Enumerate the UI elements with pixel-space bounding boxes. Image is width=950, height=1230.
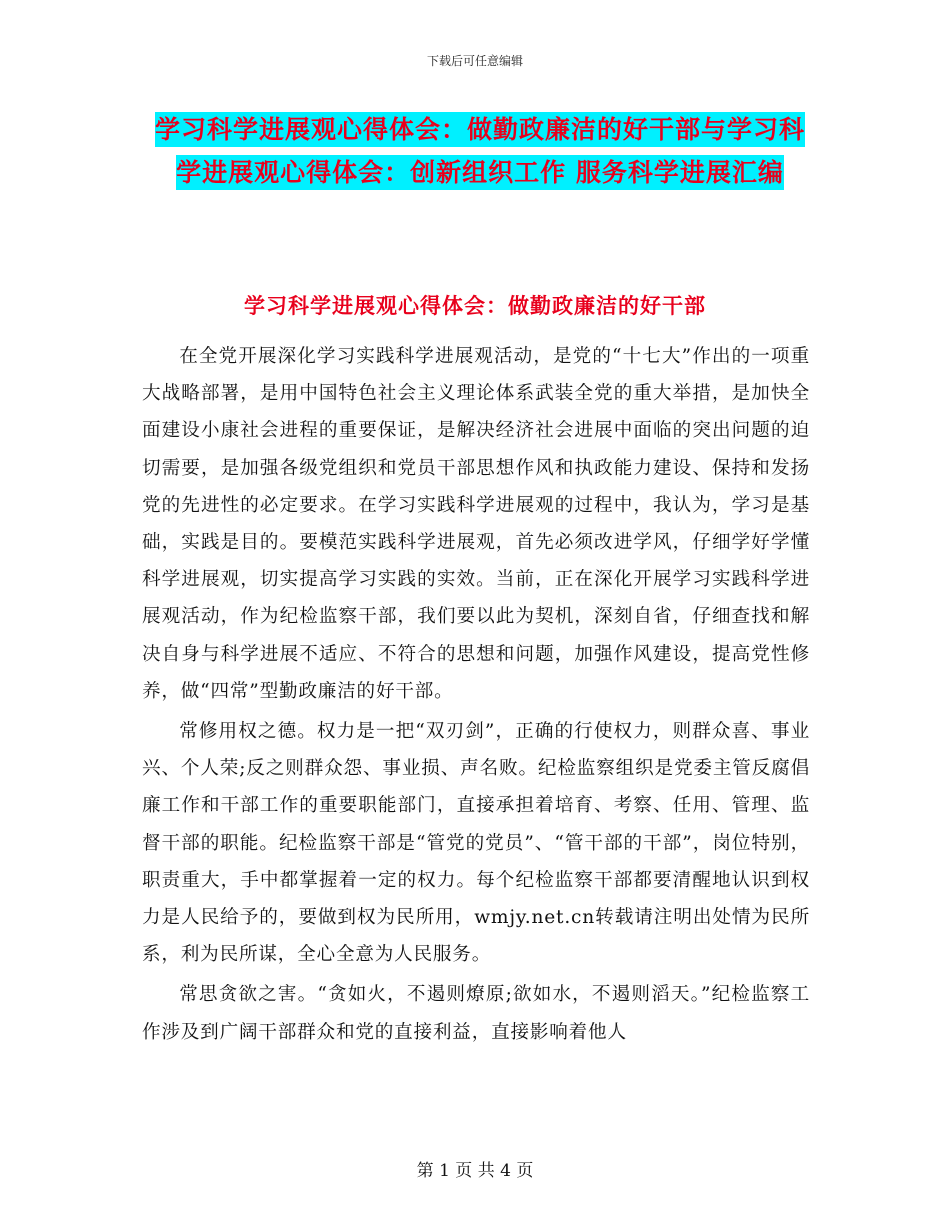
- body-paragraph-2: 常修用权之德。权力是一把“双刃剑”，正确的行使权力，则群众喜、事业兴、个人荣;反之则群众怨、事业损、声名败。纪检监察组织是党委主管反腐倡廉工作和干部工作的重要职能部门，直接承担着培育、考察、任用、管理、监督干部的职能。纪检监察干部是“管党的党员”、“管干部的干部”，岗位特别，职责重大，手中都掌握着一定的权力。每个纪检监察干部都要清醒地认识到权力是人民给予的，要做到权为民所用，wmjy.net.cn转载请注明出处情为民所系，利为民所谋，全心全意为人民服务。: [142, 721, 810, 966]
- document-body: [142, 338, 810, 1054]
- body-paragraph-3: 常思贪欲之害。“贪如火，不遏则燎原;欲如水，不遏则滔天。”纪检监察工作涉及到广阔干部群众和党的直接利益，直接影响着他人: [142, 984, 810, 1043]
- document-main-title: [150, 108, 810, 194]
- body-paragraph-1: 在全党开展深化学习实践科学进展观活动，是党的“十七大”作出的一项重大战略部署，是用中国特色社会主义理论体系武装全党的重大举措，是加快全面建设小康社会进程的重要保证，是解决经济社会进展中面临的突出问题的迫切需要，是加强各级党组织和党员干部思想作风和执政能力建设、保持和发扬党的先进性的必定要求。在学习实践科学进展观的过程中，我认为，学习是基础，实践是目的。要模范实践科学进展观，首先必须改进学风，仔细学好学懂科学进展观，切实提高学习实践的实效。当前，正在深化开展学习实践科学进展观活动，作为纪检监察干部，我们要以此为契机，深刻自省，仔细查找和解决自身与科学进展不适应、不符合的思想和问题，加强作风建设，提高党性修养，做“四常”型勤政廉洁的好干部。: [142, 346, 810, 702]
- page-number-footer: 第 1 页 共 4 页: [416, 1161, 534, 1181]
- section-title: 学习科学进展观心得体会：做勤政廉洁的好干部: [244, 294, 706, 318]
- page-header-note: 下载后可任意编辑: [426, 54, 523, 68]
- main-title-text: 学习科学进展观心得体会：做勤政廉洁的好干部与学习科学进展观心得体会：创新组织工作 服务科学进展汇编: [155, 112, 805, 190]
